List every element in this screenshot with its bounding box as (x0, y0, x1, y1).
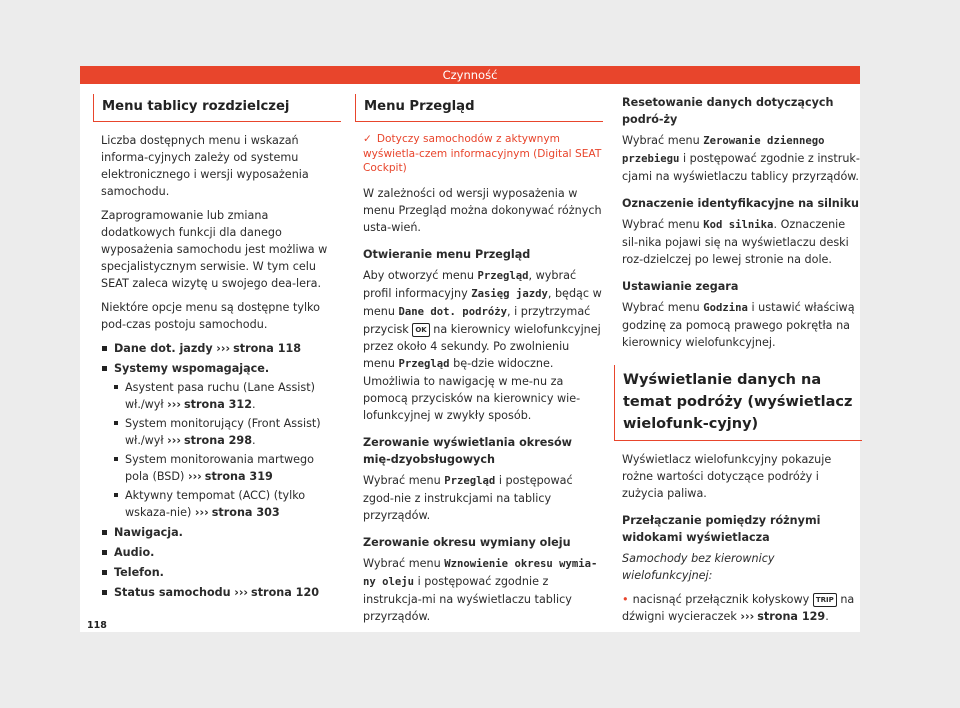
page-reference-link[interactable]: strona 118 (233, 342, 302, 355)
page-reference-link[interactable]: strona 319 (204, 470, 273, 483)
subheading: Zerowanie okresu wymiany oleju (363, 535, 571, 549)
sub-list-item: Aktywny tempomat (ACC) (tylko wskaza-nie) ››› strona 303 (114, 487, 341, 521)
section-title-dashboard-menu: Menu tablicy rozdzielczej (93, 94, 341, 122)
sub-list-item: System monitorowania martwego pola (BSD) ››› strona 319 (114, 451, 341, 485)
column-right (622, 94, 862, 632)
page-reference-link[interactable]: strona 129 (757, 610, 826, 623)
menu-list (101, 340, 341, 601)
section-title-overview-menu: Menu Przegląd (355, 94, 603, 122)
paragraph: Wybrać menu Wznowienie okresu wymia-ny oleju i postępować zgodnie z instrukcja-mi na wyświetlaczu tablicy przyrządów. (363, 556, 598, 623)
page-reference-link[interactable]: strona 312 (184, 398, 252, 411)
sub-list-item: System monitorujący (Front Assist) wł./wył ››› strona 298. (114, 415, 341, 449)
paragraph: Liczba dostępnych menu i wskazań informa-cyjnych zależy od systemu elektronicznego i wersji wyposażenia samochodu. (101, 134, 309, 198)
list-item: Dane dot. jazdy ››› strona 118 (101, 340, 341, 357)
trip-button-icon: TRIP (813, 593, 837, 607)
sub-list-item: Asystent pasa ruchu (Lane Assist) wł./wył ››› strona 312. (114, 379, 341, 413)
column-middle (363, 94, 603, 632)
section-title-trip-data: Wyświetlanie danych na temat podróży (wyświetlacz wielofunk-cyjny) (614, 365, 862, 441)
subheading: Przełączanie pomiędzy różnymi widokami wyświetlacza (622, 514, 821, 544)
chapter-header: Czynność (80, 66, 860, 84)
subheading: Resetowanie danych dotyczących podró-ży (622, 96, 834, 126)
list-item: Systemy wspomagające. Asystent pasa ruchu (Lane Assist) wł./wył ››› strona 312. System monitorujący (Front Assist) wł./wył ››› strona 298. System monitorowania martwego pola (BSD) ››› strona 319 Aktywny tempomat (ACC) (tylko wskaza-nie) ››› strona 303 (101, 360, 341, 521)
paragraph: Wyświetlacz wielofunkcyjny pokazuje rożne wartości dotyczące podróży i zużycia paliwa. (622, 453, 832, 500)
list-item: Status samochodu ››› strona 120 (101, 584, 341, 601)
subheading: Oznaczenie identyfikacyjne na silniku (622, 197, 860, 210)
sub-list (114, 379, 341, 521)
paragraph: Aby otworzyć menu Przegląd, wybrać profil informacyjny Zasięg jazdy, będąc w menu Dane dot. podróży, i przytrzymać przycisk OK na kierownicy wielofunkcyjnej przez około 4 sekundy. Po zwolnieniu menu Przegląd bę-dzie widoczne. Umożliwia to nawigację w me-nu za pomocą przycisków na kierownicy wie-lofunkcyjnej w zwykły sposób. (363, 268, 602, 422)
list-item: Audio. (101, 544, 341, 561)
paragraph: Wybrać menu Przegląd i postępować zgod-nie z instrukcjami na tablicy przyrządów. (363, 473, 573, 522)
subheading: Zerowanie wyświetlania okresów mię-dzyobsługowych (363, 435, 573, 466)
column-left (101, 94, 341, 604)
list-item: Telefon. (101, 564, 341, 581)
cross-reference-arrow: ››› (216, 342, 231, 355)
paragraph: Wybrać menu Zerowanie dziennego przebiegu i postępować zgodnie z instruk-cjami na wyświetlaczu tablicy przyrządów. (622, 134, 860, 183)
paragraph: Zaprogramowanie lub zmiana dodatkowych funkcji dla danego wyposażenia samochodu jest możliwa w specjalistycznym serwisie. W tym celu SEAT zaleca wizytę u swojego dea-lera. (101, 209, 328, 290)
paragraph: Wybrać menu Godzina i ustawić właściwą godzinę za pomocą prawego pokrętła na kierownicy wielofunkcyjnej. (622, 301, 855, 349)
page-number: 118 (87, 620, 107, 631)
paragraph: Wybrać menu Kod silnika. Oznaczenie sil-nika pojawi się na wyświetlaczu deski roz-dzielczej po lewej stronie na dole. (622, 218, 849, 266)
check-icon: ✓ (363, 133, 372, 145)
applicability-note: ✓ Dotyczy samochodów z aktywnym wyświetla-czem informacyjnym (Digital SEAT Cockpit) (363, 133, 602, 174)
ok-button-icon: OK (412, 323, 429, 337)
page-reference-link[interactable]: strona 120 (251, 586, 320, 599)
page-reference-link[interactable]: strona 298 (184, 434, 252, 447)
paragraph: W zależności od wersji wyposażenia w menu Przegląd można dokonywać różnych usta-wień. (363, 186, 602, 234)
subheading: Otwieranie menu Przegląd (363, 247, 531, 261)
paragraph: Niektóre opcje menu są dostępne tylko pod-czas postoju samochodu. (101, 301, 320, 331)
bullet-icon: • (622, 593, 629, 606)
manual-page (80, 66, 860, 632)
subheading: Ustawianie zegara (622, 280, 739, 293)
list-item: Nawigacja. (101, 524, 341, 541)
paragraph: Samochody bez kierownicy wielofunkcyjnej: (622, 552, 775, 582)
paragraph: • nacisnąć przełącznik kołyskowy TRIP na dźwigni wycieraczek ››› strona 129. (622, 593, 855, 623)
page-reference-link[interactable]: strona 303 (211, 506, 280, 519)
